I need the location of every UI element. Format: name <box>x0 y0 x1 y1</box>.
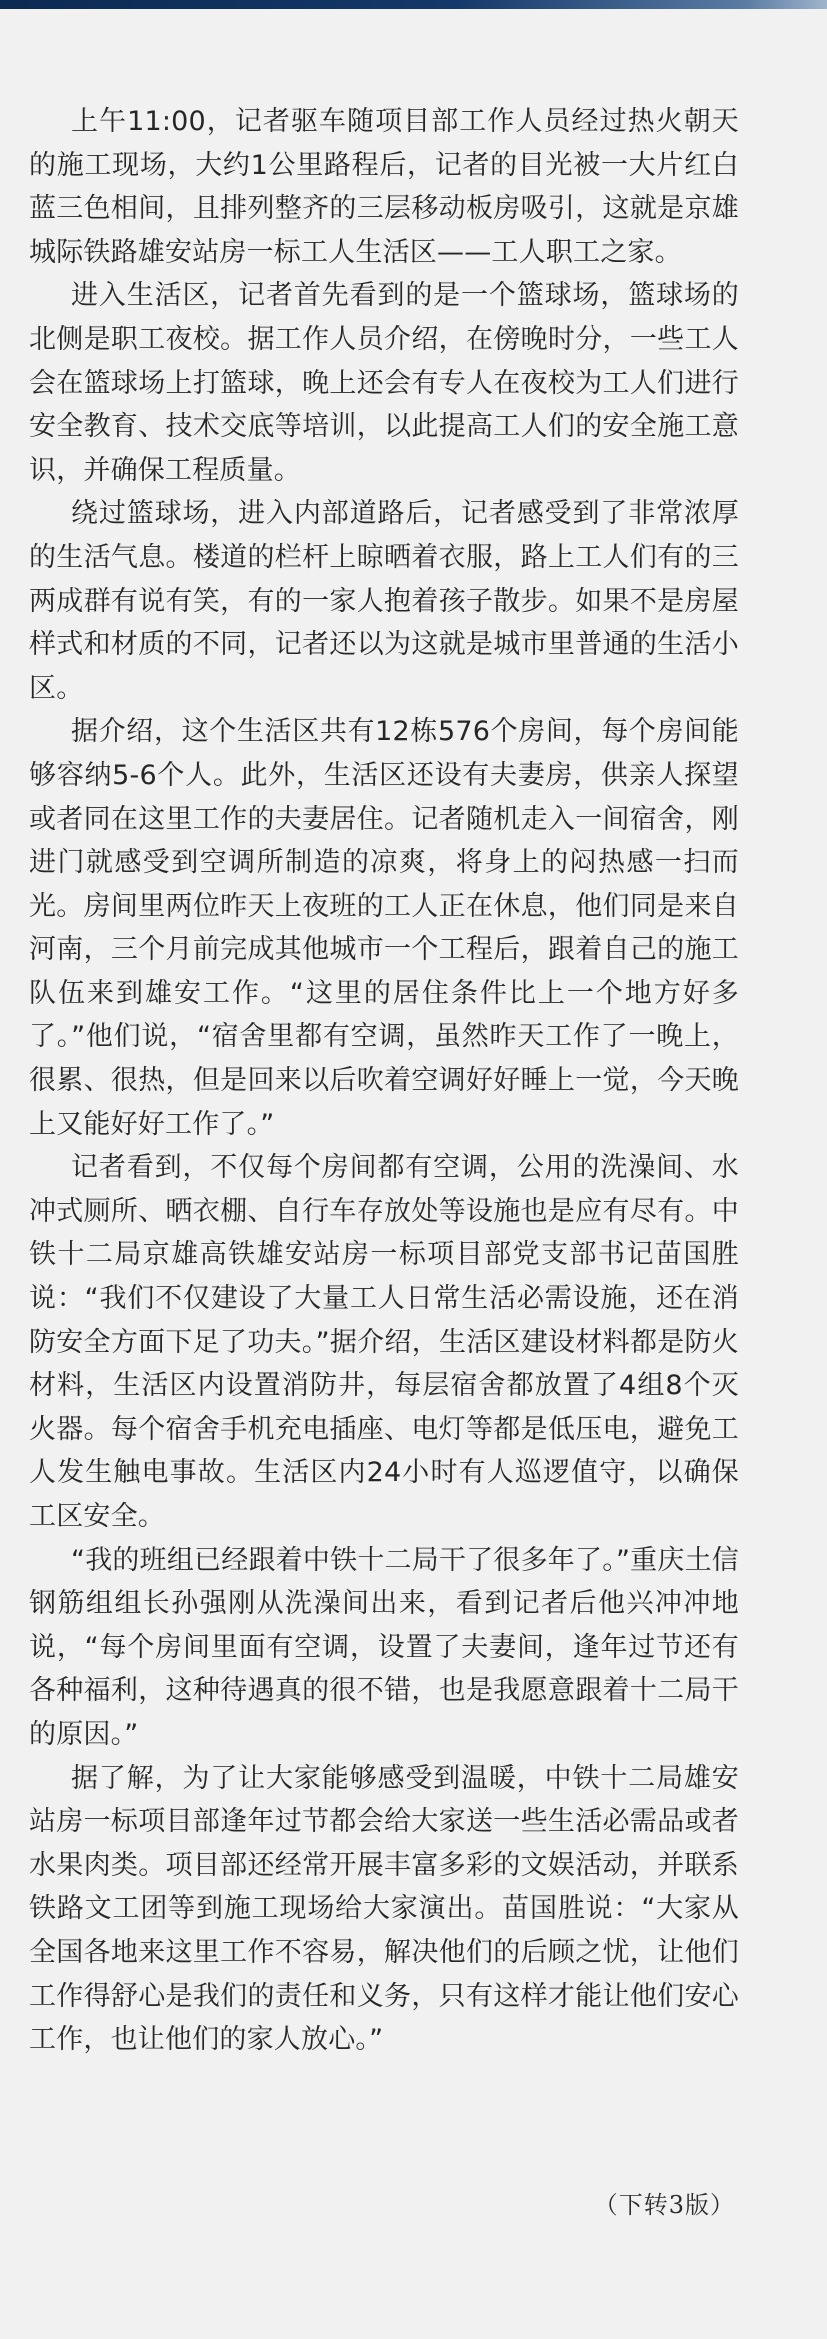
paragraph-7: 据了解，为了让大家能够感受到温暖，中铁十二局雄安站房一标项目部逢年过节都会给大家送一些生活必需品或者水果肉类。项目部还经常开展丰富多彩的文娱活动，并联系铁路文工团等到施工现场给大家演出。苗国胜说：“大家从全国各地来这里工作不容易，解决他们的后顾之忧，让他们工作得舒心是我们的责任和义务，只有这样才能让他们安心工作，也让他们的家人放心。” <box>29 1762 739 2056</box>
article-body <box>29 100 739 2062</box>
paragraph-1: 上午11:00，记者驱车随项目部工作人员经过热火朝天的施工现场，大约1公里路程后，记者的目光被一大片红白蓝三色相间，且排列整齐的三层移动板房吸引，这就是京雄城际铁路雄安站房一标工人生活区——工人职工之家。 <box>29 106 739 268</box>
paragraph-2: 进入生活区，记者首先看到的是一个篮球场，篮球场的北侧是职工夜校。据工作人员介绍，在傍晚时分，一些工人会在篮球场上打篮球，晚上还会有专人在夜校为工人们进行安全教育、技术交底等培训，以此提高工人们的安全施工意识，并确保工程质量。 <box>29 280 739 486</box>
paragraph-5: 记者看到，不仅每个房间都有空调，公用的洗澡间、水冲式厕所、晒衣棚、自行车存放处等设施也是应有尽有。中铁十二局京雄高铁雄安站房一标项目部党支部书记苗国胜说：“我们不仅建设了大量工人日常生活必需设施，还在消防安全方面下足了功夫。”据介绍，生活区建设材料都是防火材料，生活区内设置消防井，每层宿舍都放置了4组8个灭火器。每个宿舍手机充电插座、电灯等都是低压电，避免工人发生触电事故。生活区内24小时有人巡逻值守，以确保工区安全。 <box>29 1152 739 1532</box>
paragraph-4: 据介绍，这个生活区共有12栋576个房间，每个房间能够容纳5-6个人。此外，生活区还设有夫妻房，供亲人探望或者同在这里工作的夫妻居住。记者随机走入一间宿舍，刚进门就感受到空调所制造的凉爽，将身上的闷热感一扫而光。房间里两位昨天上夜班的工人正在休息，他们同是来自河南，三个月前完成其他城市一个工程后，跟着自己的施工队伍来到雄安工作。“这里的居住条件比上一个地方好多了。”他们说，“宿舍里都有空调，虽然昨天工作了一晚上，很累、很热，但是回来以后吹着空调好好睡上一觉，今天晚上又能好好工作了。” <box>29 716 739 1140</box>
paragraph-3: 绕过篮球场，进入内部道路后，记者感受到了非常浓厚的生活气息。楼道的栏杆上晾晒着衣服，路上工人们有的三两成群有说有笑，有的一家人抱着孩子散步。如果不是房屋样式和材质的不同，记者还以为这就是城市里普通的生活小区。 <box>29 498 739 704</box>
page-top-bar <box>0 0 827 9</box>
continued-on-page-note: （下转3版） <box>593 2191 735 2219</box>
paragraph-6: “我的班组已经跟着中铁十二局干了很多年了。”重庆土信钢筋组组长孙强刚从洗澡间出来，看到记者后他兴冲冲地说，“每个房间里面有空调，设置了夫妻间，逢年过节还有各种福利，这种待遇真的很不错，也是我愿意跟着十二局干的原因。” <box>29 1544 739 1750</box>
